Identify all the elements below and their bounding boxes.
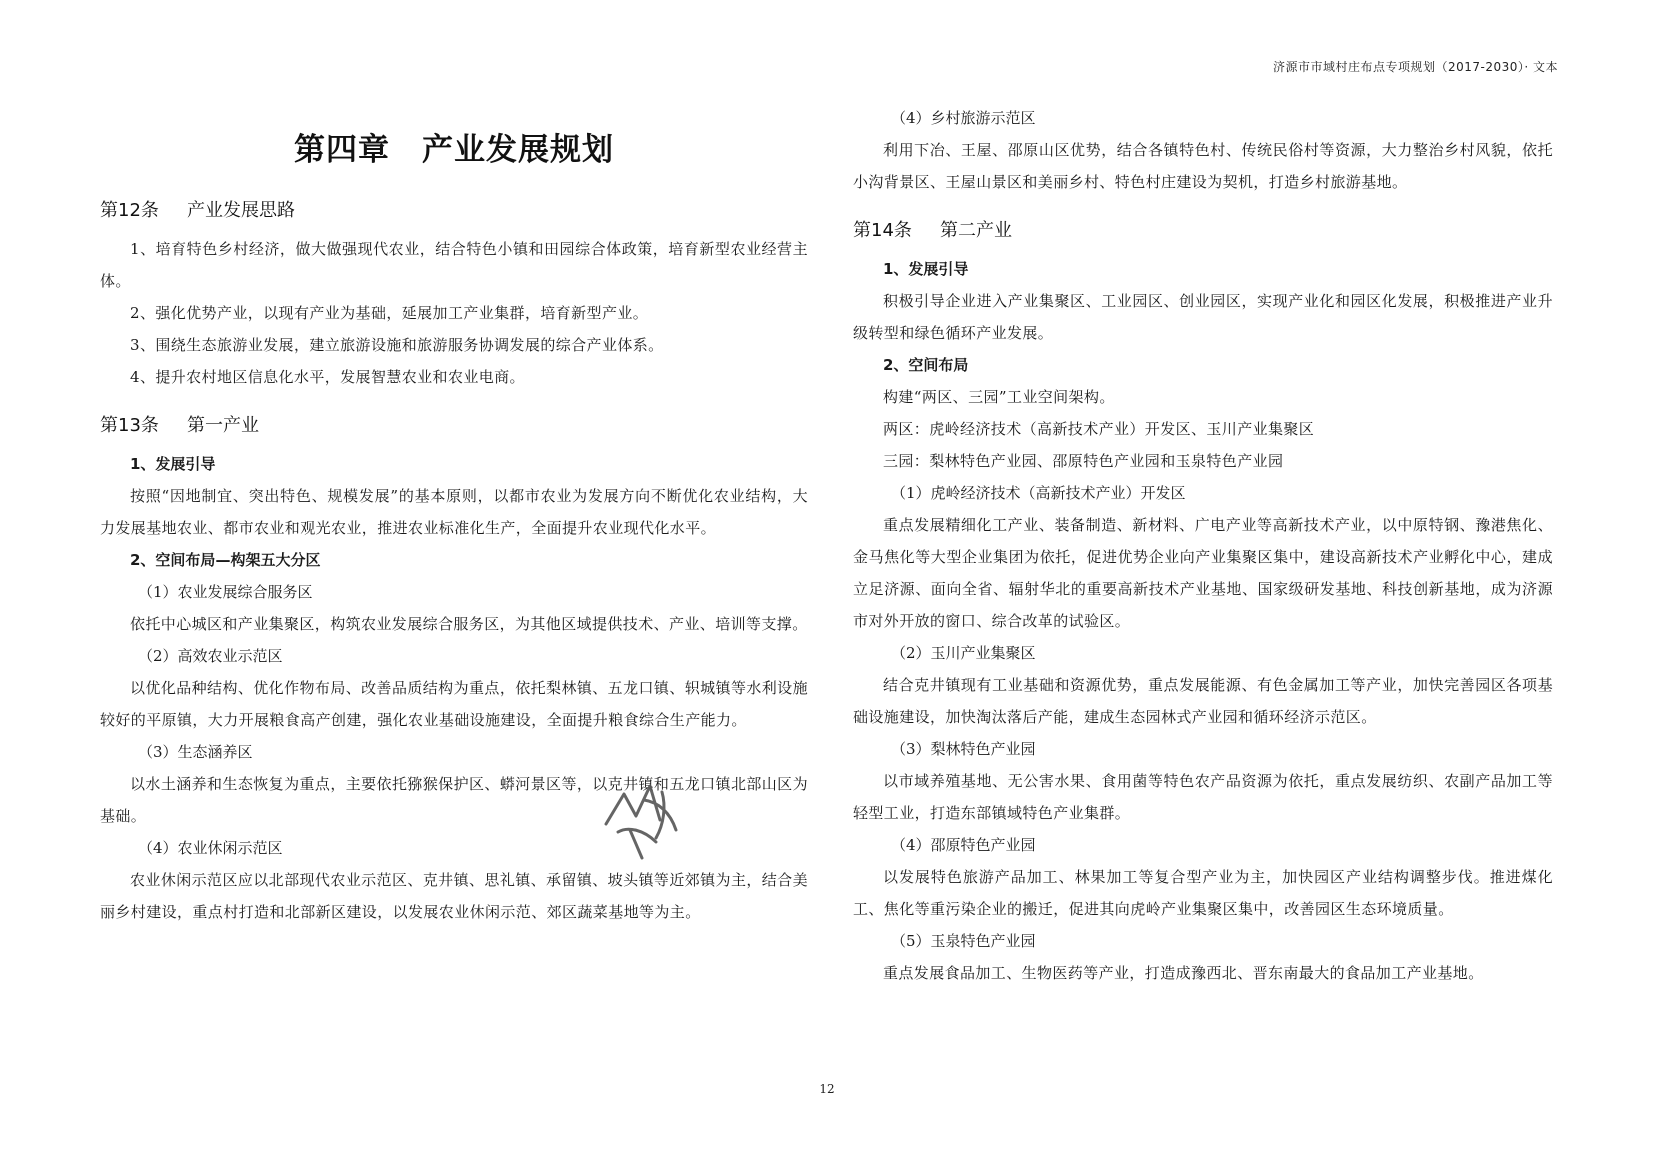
paragraph: 3、围绕生态旅游业发展，建立旅游设施和旅游服务协调发展的综合产业体系。 (130, 336, 664, 354)
zone-label: （2）高效农业示范区 (138, 647, 283, 665)
paragraph: 农业休闲示范区应以北部现代农业示范区、克井镇、思礼镇、承留镇、坡头镇等近郊镇为主，结合美丽乡村建设，重点村打造和北部新区建设，以发展农业休闲示范、郊区蔬菜基地等为主。 (100, 871, 808, 921)
article-number: 第14条 (853, 220, 912, 241)
zone-label: （1）农业发展综合服务区 (138, 583, 313, 601)
article-title: 产业发展思路 (187, 200, 295, 221)
chapter-title: 第四章 产业发展规划 (294, 132, 614, 168)
watermark-seal-icon (600, 772, 684, 862)
zone-label: （4）乡村旅游示范区 (891, 109, 1036, 127)
paragraph: 积极引导企业进入产业集聚区、工业园区、创业园区，实现产业化和园区化发展，积极推进产业升级转型和绿色循环产业发展。 (853, 292, 1553, 342)
park-label: （3）梨林特色产业园 (891, 740, 1036, 758)
paragraph: 1、培育特色乡村经济，做大做强现代农业，结合特色小镇和田园综合体政策，培育新型农业经营主体。 (100, 240, 808, 290)
paragraph: 重点发展精细化工产业、装备制造、新材料、广电产业等高新技术产业，以中原特钢、豫港焦化、金马焦化等大型企业集团为依托，促进优势企业向产业集聚区集中，建设高新技术产业孵化中心，建成立足济源、面向全省、辐射华北的重要高新技术产业基地、国家级研发基地、科技创新基地，成为济源市对外开放的窗口、综合改革的试验区。 (853, 516, 1553, 630)
paragraph: 按照“因地制宜、突出特色、规模发展”的基本原则，以都市农业为发展方向不断优化农业结构，大力发展基地农业、都市农业和观光农业，推进农业标准化生产，全面提升农业现代化水平。 (100, 487, 808, 537)
subsection-heading: 2、空间布局—构架五大分区 (130, 551, 321, 569)
park-label: （4）邵原特色产业园 (891, 836, 1036, 854)
subsection-heading: 2、空间布局 (883, 356, 969, 374)
document-header: 济源市市域村庄布点专项规划（2017-2030）· 文本 (1272, 60, 1558, 74)
article-13-heading (100, 411, 808, 441)
park-label: （2）玉川产业集聚区 (891, 644, 1036, 662)
zone-label: （4）农业休闲示范区 (138, 839, 283, 857)
paragraph: 以水土涵养和生态恢复为重点，主要依托猕猴保护区、蟒河景区等，以克井镇和五龙口镇北部山区为基础。 (100, 775, 808, 825)
paragraph: 以发展特色旅游产品加工、林果加工等复合型产业为主，加快园区产业结构调整步伐。推进煤化工、焦化等重污染企业的搬迁，促进其向虎岭产业集聚区集中，改善园区生态环境质量。 (853, 868, 1553, 918)
park-label: （5）玉泉特色产业园 (891, 932, 1036, 950)
article-number: 第12条 (100, 200, 159, 221)
article-title: 第二产业 (940, 220, 1012, 241)
paragraph: 三园：梨林特色产业园、邵原特色产业园和玉泉特色产业园 (883, 452, 1284, 470)
paragraph: 4、提升农村地区信息化水平，发展智慧农业和农业电商。 (130, 368, 525, 386)
article-number: 第13条 (100, 415, 159, 436)
paragraph: 依托中心城区和产业集聚区，构筑农业发展综合服务区，为其他区域提供技术、产业、培训等支撑。 (130, 615, 808, 633)
page-number: 12 (819, 1082, 835, 1096)
paragraph: 结合克井镇现有工业基础和资源优势，重点发展能源、有色金属加工等产业，加快完善园区各项基础设施建设，加快淘汰落后产能，建成生态园林式产业园和循环经济示范区。 (853, 676, 1553, 726)
paragraph: 以优化品种结构、优化作物布局、改善品质结构为重点，依托梨林镇、五龙口镇、轵城镇等水利设施较好的平原镇，大力开展粮食高产创建，强化农业基础设施建设，全面提升粮食综合生产能力。 (100, 679, 808, 729)
paragraph: 构建“两区、三园”工业空间架构。 (883, 388, 1115, 406)
article-14-heading (853, 216, 1553, 246)
paragraph: 以市域养殖基地、无公害水果、食用菌等特色农产品资源为依托，重点发展纺织、农副产品加工等轻型工业，打造东部镇域特色产业集群。 (853, 772, 1553, 822)
zone-label: （3）生态涵养区 (138, 743, 253, 761)
paragraph: 利用下冶、王屋、邵原山区优势，结合各镇特色村、传统民俗村等资源，大力整治乡村风貌，依托小沟背景区、王屋山景区和美丽乡村、特色村庄建设为契机，打造乡村旅游基地。 (853, 141, 1553, 191)
subsection-heading: 1、发展引导 (130, 455, 216, 473)
paragraph: 重点发展食品加工、生物医药等产业，打造成豫西北、晋东南最大的食品加工产业基地。 (883, 964, 1484, 982)
article-title: 第一产业 (187, 415, 259, 436)
subsection-heading: 1、发展引导 (883, 260, 969, 278)
paragraph: 2、强化优势产业，以现有产业为基础，延展加工产业集群，培育新型产业。 (130, 304, 649, 322)
park-label: （1）虎岭经济技术（高新技术产业）开发区 (891, 484, 1186, 502)
article-12-heading (100, 196, 808, 226)
paragraph: 两区：虎岭经济技术（高新技术产业）开发区、玉川产业集聚区 (883, 420, 1315, 438)
